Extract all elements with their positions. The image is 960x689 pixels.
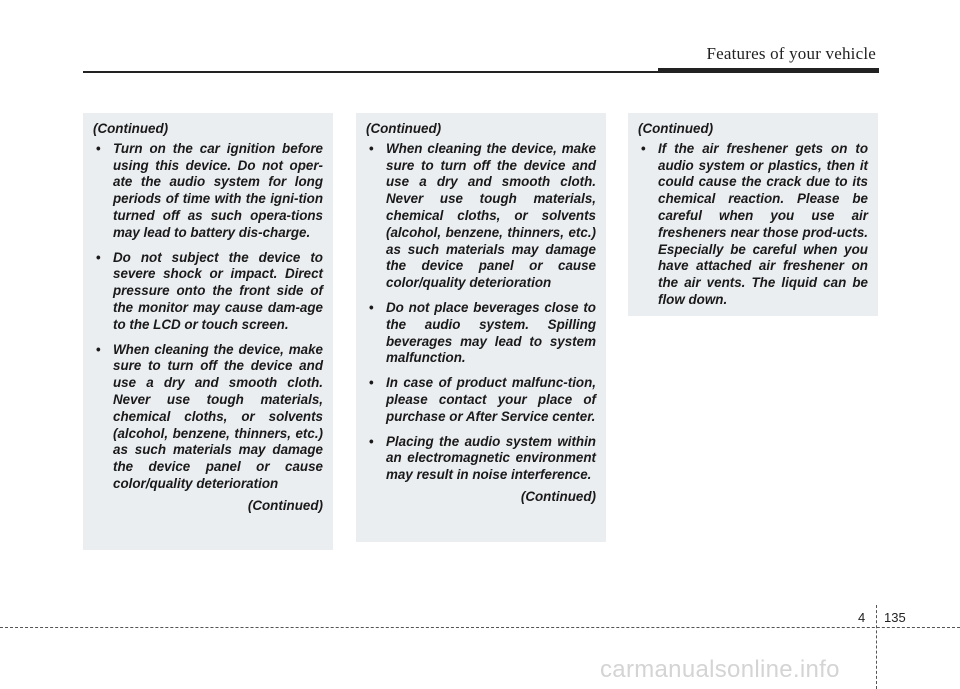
footer-divider [876, 605, 877, 689]
header-rule-accent [658, 68, 879, 73]
caution-list [93, 141, 323, 493]
caution-panel-3 [628, 113, 878, 316]
caution-item: • If the air freshener gets on to audio system or plastics, then it could cause the crack due to its chemical reaction. Please be careful when you use air fresheners near those prod-ucts. Especially be careful when you have attached air freshener on the air vents. The liquid can be flow down. [638, 141, 868, 309]
footer-rule [0, 627, 960, 628]
continued-label-top: (Continued) [638, 121, 714, 136]
caution-panel-1 [83, 113, 333, 550]
continued-label-top: (Continued) [93, 121, 169, 136]
watermark: carmanualsonline.info [600, 656, 840, 683]
section-title: Features of your vehicle [706, 44, 876, 63]
chapter-number: 4 [858, 610, 866, 625]
caution-item: • In case of product malfunc-tion, please contact your place of purchase or After Service center. [366, 375, 596, 425]
caution-item: • Placing the audio system within an electromagnetic environment may result in noise interference. [366, 434, 596, 484]
caution-item: • Do not subject the device to severe shock or impact. Direct pressure onto the front side of the monitor may cause dam-age to the LCD or touch screen. [93, 250, 323, 334]
caution-panel-2 [356, 113, 606, 542]
caution-item: • Turn on the car ignition before using this device. Do not oper-ate the audio system for long periods of time with the igni-tion turned off as such opera-tions may lead to battery dis-charge. [93, 141, 323, 242]
continued-label-bottom: (Continued) [520, 488, 596, 504]
continued-label-top: (Continued) [366, 121, 442, 136]
caution-list [638, 141, 868, 309]
caution-list [366, 141, 596, 484]
caution-item: • When cleaning the device, make sure to turn off the device and use a dry and smooth cloth. Never use tough materials, chemical cloths, or solvents (alcohol, benzene, thinners, etc.) as such materials may damage the device panel or cause color/quality deterioration [366, 141, 596, 292]
caution-item: • When cleaning the device, make sure to turn off the device and use a dry and smooth cloth. Never use tough materials, chemical cloths, or solvents (alcohol, benzene, thinners, etc.) as such materials may damage the device panel or cause color/quality deterioration [93, 342, 323, 493]
continued-label-bottom: (Continued) [247, 497, 323, 513]
caution-item: • Do not place beverages close to the audio system. Spilling beverages may lead to system malfunction. [366, 300, 596, 367]
page-number: 135 [884, 610, 906, 625]
